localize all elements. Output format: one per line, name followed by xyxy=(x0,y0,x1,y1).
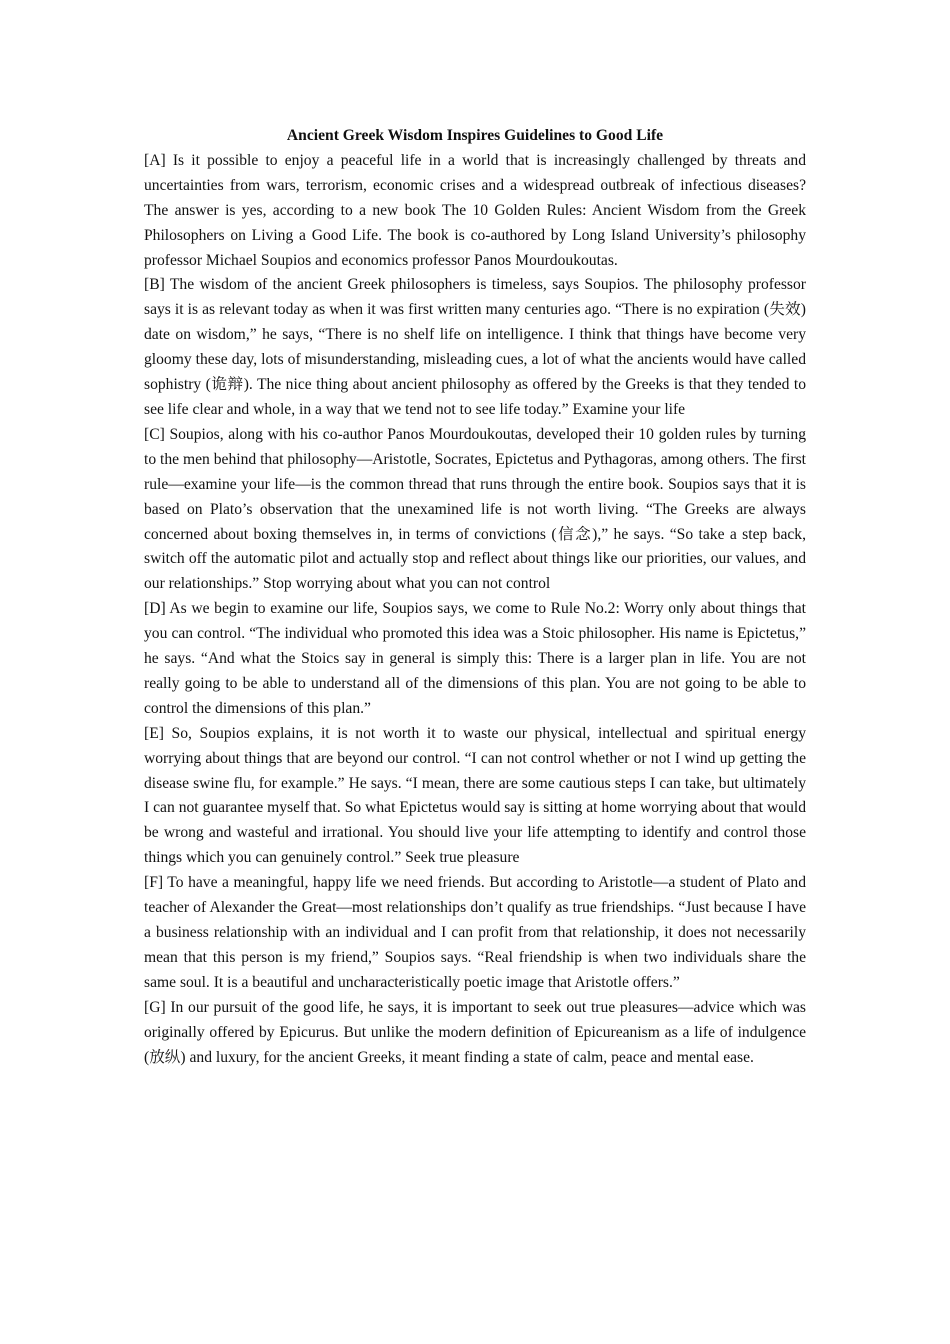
document-page xyxy=(144,124,806,1070)
paragraph-d: [D] As we begin to examine our life, Soupios says, we come to Rule No.2: Worry only about things that you can control. “The individual who promoted this idea was a Stoic philosopher. His name is Epictetus,” he says. “And what the Stoics say in general is simply this: There is a larger plan in life. You are not really going to be able to understand all of the dimensions of this plan. You are not going to be able to control the dimensions of this plan.” xyxy=(144,600,806,717)
paragraph-e: [E] So, Soupios explains, it is not worth it to waste our physical, intellectual and spiritual energy worrying about things that are beyond our control. “I can not control whether or not I wind up getting the disease swine flu, for example.” He says. “I mean, there are some cautious steps I can take, but ultimately I can not guarantee myself that. So what Epictetus would say is sitting at home worrying about that would be wrong and wasteful and irrational. You should live your life attempting to identify and control those things which you can genuinely control.” Seek true pleasure xyxy=(144,724,806,867)
paragraph-b: [B] The wisdom of the ancient Greek philosophers is timeless, says Soupios. The philosophy professor says it is as relevant today as when it was first written many centuries ago. “There is no expiration (失效) date on wisdom,” he says, “There is no shelf life on intelligence. I think that things have become very gloomy these day, lots of misunderstanding, misleading cues, a lot of what the ancients would have called sophistry (诡辩). The nice thing about ancient philosophy as offered by the Greeks is that they tended to see life clear and whole, in a way that we tend not to see life today.” Examine your life xyxy=(144,276,806,418)
paragraph-c: [C] Soupios, along with his co-author Panos Mourdoukoutas, developed their 10 golden rules by turning to the men behind that philosophy—Aristotle, Socrates, Epictetus and Pythagoras, among others. The first rule—examine your life—is the common thread that runs through the entire book. Soupios says that it is based on Plato’s observation that the unexamined life is not worth living. “The Greeks are always concerned about boxing themselves in, in terms of convictions (信念),” he says. “So take a step back, switch off the automatic pilot and actually stop and reflect about things like our priorities, our values, and our relationships.” Stop worrying about what you can not control xyxy=(144,425,806,593)
paragraph-f: [F] To have a meaningful, happy life we need friends. But according to Aristotle—a student of Plato and teacher of Alexander the Great—most relationships don’t qualify as true friendships. “Just because I have a business relationship with an individual and I can profit from that relationship, it does not necessarily mean that this person is my friend,” Soupios says. “Real friendship is when two individuals share the same soul. It is a beautiful and uncharacteristically poetic image that Aristotle offers.” xyxy=(144,874,806,991)
paragraph-g: [G] In our pursuit of the good life, he says, it is important to seek out true pleasures—advice which was originally offered by Epicurus. But unlike the modern definition of Epicureanism as a life of indulgence (放纵) and luxury, for the ancient Greeks, it meant finding a state of calm, peace and mental ease. xyxy=(144,998,806,1066)
paragraph-a: [A] Is it possible to enjoy a peaceful life in a world that is increasingly challenged by threats and uncertainties from wars, terrorism, economic crises and a widespread outbreak of infectious diseases? The answer is yes, according to a new book The 10 Golden Rules: Ancient Wisdom from the Greek Philosophers on Living a Good Life. The book is co-authored by Long Island University’s philosophy professor Michael Soupios and economics professor Panos Mourdoukoutas. xyxy=(144,151,806,269)
document-title: Ancient Greek Wisdom Inspires Guidelines to Good Life xyxy=(286,127,664,144)
